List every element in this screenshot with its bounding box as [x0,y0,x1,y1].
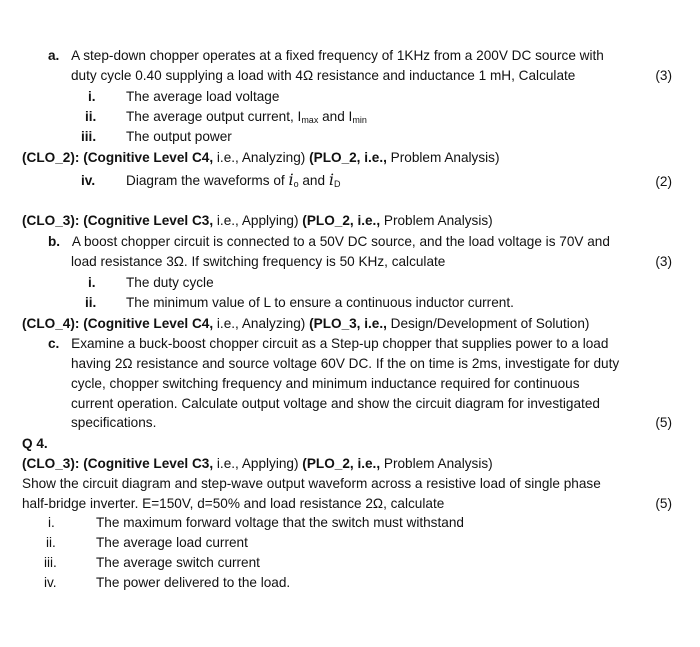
part-b-letter: b. [48,234,61,249]
item-text: The maximum forward voltage that the switch must withstand [96,515,464,530]
plo-desc: Problem Analysis) [380,456,493,471]
q4-heading: Q 4. [22,436,48,451]
q4-line-2: half-bridge inverter. E=150V, d=50% and load resistance 2Ω, calculate [22,496,445,511]
q4-clo-header [22,454,493,474]
plo-tag: (PLO_2, i.e., [302,456,381,471]
clo-tag: (CLO_2): [22,150,80,165]
part-a-line-1 [48,46,604,66]
plo-desc: Design/Development of Solution) [386,316,590,331]
item-text: The power delivered to the load. [96,575,291,590]
q4-item-1 [48,513,464,533]
part-c-line-3: cycle, chopper switching frequency and minimum inductance required for continuous [71,376,580,391]
part-b-line-1 [48,232,610,252]
clo-tag: (CLO_3): [22,213,80,228]
item-number: iv. [81,173,96,188]
part-b-line-2 [71,252,445,272]
item-text: The minimum value of L to ensure a continuous inductor current. [126,295,514,310]
plo-tag: (PLO_3, i.e., [309,316,387,331]
clo2-item-iv [81,170,340,194]
part-c-line-1 [48,334,608,354]
item-text: Diagram the waveforms of [126,173,289,188]
and-text: and [298,173,329,188]
item-number: ii. [85,109,97,124]
item-number: iii. [44,555,57,570]
q4-line-1: Show the circuit diagram and step-wave output waveform across a resistive load of single phase [22,476,601,491]
and-text: and I [318,109,353,124]
imin-subscript: min [352,115,367,125]
item-text: The average output current, I [126,109,302,124]
plo-tag: (PLO_2, i.e., [302,213,381,228]
cognitive-level: (Cognitive Level C3, [83,213,214,228]
item-number: iv. [44,575,57,590]
part-b-text-1: A boost chopper circuit is connected to a 50V DC source, and the load voltage is 70V and [71,234,610,249]
part-c-line-2: having 2Ω resistance and source voltage 60V DC. If the on time is 2ms, investigate for duty [71,356,620,371]
cognitive-level: (Cognitive Level C4, [83,150,214,165]
cognitive-level: (Cognitive Level C4, [83,316,214,331]
q4-marks: (5) [655,496,672,511]
clo2-marks: (2) [655,174,672,189]
item-text: The average switch current [96,555,260,570]
item-number: i. [88,275,96,290]
cognitive-level-desc: i.e., Applying) [213,456,299,471]
part-a-text-2: duty cycle 0.40 supplying a load with 4Ω resistance and inductance 1 mH, Calculate [71,68,576,83]
q4-item-2 [46,533,248,553]
item-number: ii. [46,535,56,550]
part-a-item-3 [81,127,232,147]
part-c-text: Examine a buck-boost chopper circuit as a Step-up chopper that supplies power to a load [71,336,609,351]
item-number: iii. [81,129,97,144]
cognitive-level: (Cognitive Level C3, [83,456,214,471]
part-a-marks: (3) [655,68,672,83]
part-c-letter: c. [48,336,60,351]
clo2-header [22,148,499,168]
imax-subscript: max [301,115,319,125]
q4-item-3 [44,553,260,573]
item-text: The average load current [96,535,248,550]
io-symbol: i [288,170,294,189]
clo3-header [22,211,493,231]
plo-tag: (PLO_2, i.e., [309,150,387,165]
item-text: The output power [126,129,232,144]
q4-item-4 [44,573,290,593]
part-c-marks: (5) [655,415,672,430]
item-text: The average load voltage [126,89,280,104]
part-a-item-1 [88,87,279,107]
clo4-header [22,314,589,334]
part-c-line-5: specifications. [71,415,157,430]
cognitive-level-desc: i.e., Analyzing) [213,150,306,165]
item-number: ii. [85,295,97,310]
clo-tag: (CLO_3): [22,456,80,471]
id-subscript: D [333,179,341,189]
part-c-line-4: current operation. Calculate output voltage and show the circuit diagram for investigated [71,396,600,411]
io-subscript: o [293,179,299,189]
part-a-line-2 [71,66,575,86]
clo-tag: (CLO_4): [22,316,80,331]
part-a-letter: a. [48,48,60,63]
cognitive-level-desc: i.e., Analyzing) [213,316,306,331]
plo-desc: Problem Analysis) [386,150,500,165]
item-number: i. [48,515,55,530]
part-b-marks: (3) [655,254,672,269]
item-number: i. [88,89,96,104]
cognitive-level-desc: i.e., Applying) [213,213,299,228]
part-b-text-2: load resistance 3Ω. If switching frequency is 50 KHz, calculate [71,254,446,269]
plo-desc: Problem Analysis) [380,213,493,228]
part-b-item-2 [85,293,514,313]
part-a-text-1: A step-down chopper operates at a fixed frequency of 1KHz from a 200V DC source with [71,48,604,63]
item-text: The duty cycle [126,275,214,290]
part-b-item-1 [88,273,214,293]
id-symbol: i [328,170,334,189]
